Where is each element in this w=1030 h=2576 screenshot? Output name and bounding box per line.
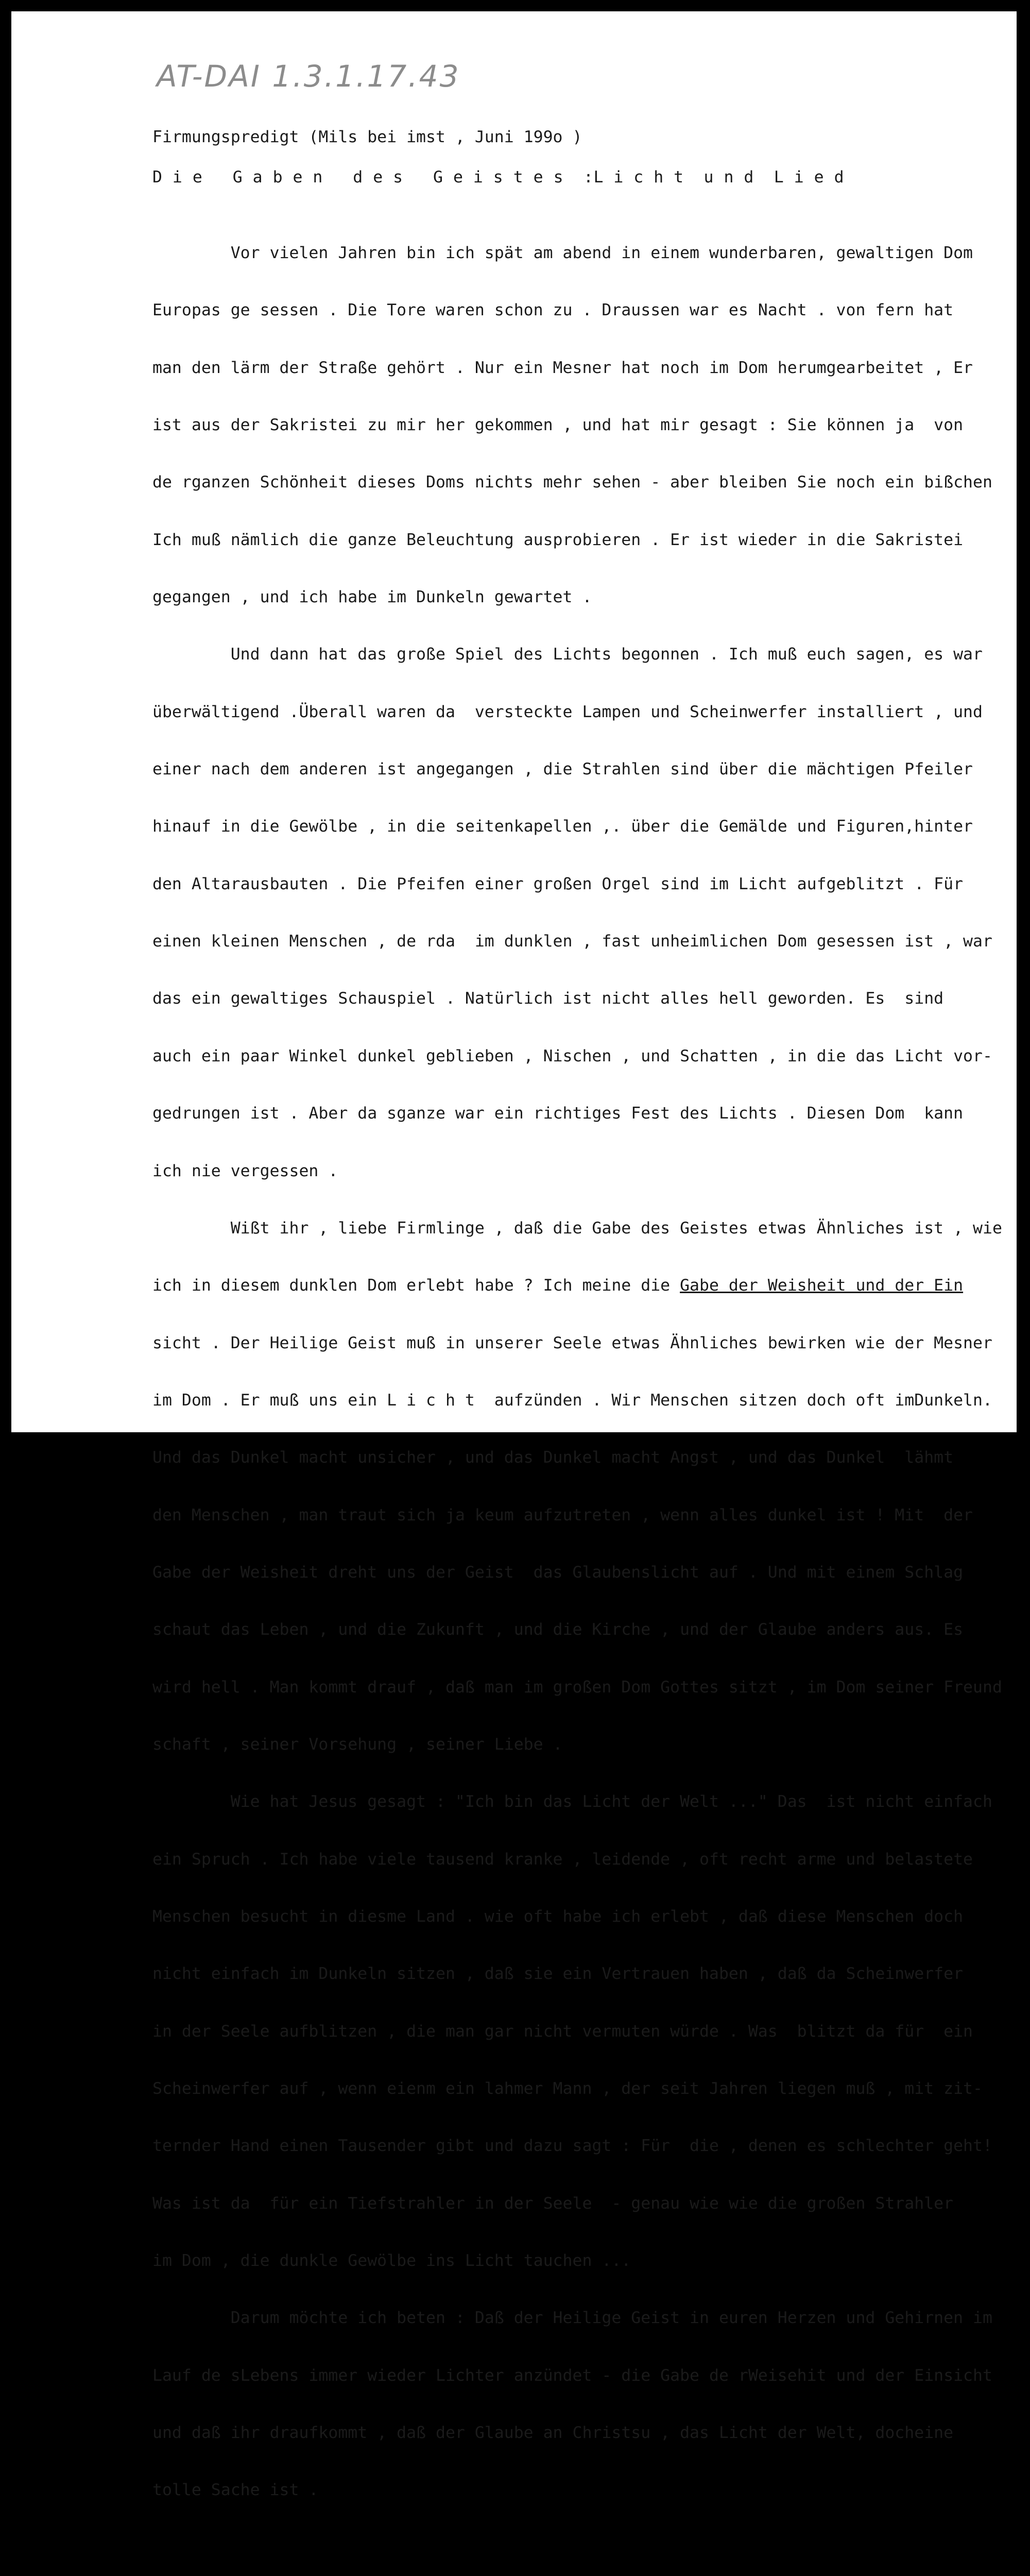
text-line: Scheinwerfer auf , wenn eienm ein lahmer Mann , der seit Jahren liegen muß , mit zit- xyxy=(152,2079,983,2098)
text-line: Gabe der Weisheit dreht uns der Geist das Glaubenslicht auf . Und mit einem Schlag xyxy=(152,1563,964,1582)
text-line: tolle Sache ist . xyxy=(152,2481,319,2500)
sermon-theme: D i e G a b e n d e s G e i s t e s :L i c h t u n d L i e d xyxy=(152,168,845,187)
sermon-title: Firmungspredigt (Mils bei imst , Juni 199o ) xyxy=(152,128,582,146)
text-line-with-underline xyxy=(152,1276,1012,1296)
text-line: Lauf de sLebens immer wieder Lichter anzündet - die Gabe de rWeisehit und der Einsicht xyxy=(152,2366,992,2385)
text-line: den Altarausbauten . Die Pfeifen einer großen Orgel sind im Licht aufgeblitzt . Für xyxy=(152,874,964,893)
archive-signature: AT-DAI 1.3.1.17.43 xyxy=(157,59,460,94)
text-line: Was ist da für ein Tiefstrahler in der Seele - genau wie wie die großen Strahler xyxy=(152,2194,954,2213)
text-line: Vor vielen Jahren bin ich spät am abend in einem wunderbaren, gewaltigen Dom xyxy=(152,244,973,262)
blank-line xyxy=(152,2538,1012,2558)
text-line: das ein gewaltiges Schauspiel . Natürlich ist nicht alles hell geworden. Es sind xyxy=(152,989,944,1008)
text-line: man den lärm der Straße gehört . Nur ein Mesner hat noch im Dom herumgearbeitet , Er xyxy=(152,358,973,377)
underlined-phrase: Gabe der Weisheit und der Ein xyxy=(680,1276,964,1295)
text-line: Und dann hat das große Spiel des Lichts begonnen . Ich muß euch sagen, es war xyxy=(152,645,983,664)
text-line: Und das Dunkel macht unsicher , und das Dunkel macht Angst , und das Dunkel lähmt xyxy=(152,1448,954,1467)
text-line: einer nach dem anderen ist angegangen , die Strahlen sind über die mächtigen Pfeiler xyxy=(152,760,973,779)
text-line: ich nie vergessen . xyxy=(152,1161,338,1180)
text-line: gegangen , und ich habe im Dunkeln gewartet . xyxy=(152,588,592,607)
document-page xyxy=(11,11,1017,2500)
text-line: im Dom , die dunkle Gewölbe ins Licht tauchen ... xyxy=(152,2251,631,2270)
text-line: auch ein paar Winkel dunkel geblieben , Nischen , und Schatten , in die das Licht vor- xyxy=(152,1046,992,1065)
text-line: Darum möchte ich beten : Daß der Heilige Geist in euren Herzen und Gehirnen im xyxy=(152,2309,992,2328)
text-line: überwältigend .Überall waren da versteckte Lampen und Scheinwerfer installiert , und xyxy=(152,702,983,721)
text-line: nicht einfach im Dunkeln sitzen , daß sie ein Vertrauen haben , daß da Scheinwerfer xyxy=(152,1964,964,1984)
text-line: Menschen besucht in diesme Land . wie oft habe ich erlebt , daß diese Menschen doch xyxy=(152,1907,964,1926)
text-line: Ich muß nämlich die ganze Beleuchtung ausprobieren . Er ist wieder in die Sakristei xyxy=(152,530,964,549)
text-line: im Dom . Er muß uns ein L i c h t aufzünden . Wir Menschen sitzen doch oft imDunkeln. xyxy=(152,1391,992,1410)
text-line: hinauf in die Gewölbe , in die seitenkapellen ,. über die Gemälde und Figuren,hinter xyxy=(152,817,973,836)
text-line: wird hell . Man kommt drauf , daß man im großen Dom Gottes sitzt , im Dom seiner Freund xyxy=(152,1677,1002,1697)
text-run: ich in diesem dunklen Dom erlebt habe ? Ich meine die xyxy=(152,1276,680,1295)
text-line: einen kleinen Menschen , de rda im dunklen , fast unheimlichen Dom gesessen ist , war xyxy=(152,932,992,951)
sermon-body xyxy=(152,206,1012,2576)
text-line: de rganzen Schönheit dieses Doms nichts mehr sehen - aber bleiben Sie noch ein bißchen xyxy=(152,473,992,492)
text-line: schaut das Leben , und die Zukunft , und die Kirche , und der Glaube anders aus. Es xyxy=(152,1620,964,1639)
text-line: und daß ihr draufkommt , daß der Glaube an Christsu , das Licht der Welt, docheine xyxy=(152,2424,954,2443)
text-line: Wie hat Jesus gesagt : "Ich bin das Licht der Welt ..." Das ist nicht einfach xyxy=(152,1792,992,1811)
text-line: den Menschen , man traut sich ja keum aufzutreten , wenn alles dunkel ist ! Mit der xyxy=(152,1505,973,1524)
text-line: schaft , seiner Vorsehung , seiner Liebe . xyxy=(152,1735,563,1754)
text-line: ternder Hand einen Tausender gibt und dazu sagt : Für die , denen es schlechter geht! xyxy=(152,2137,992,2156)
text-line: gedrungen ist . Aber da sganze war ein richtiges Fest des Lichts . Diesen Dom kann xyxy=(152,1104,964,1123)
text-line: sicht . Der Heilige Geist muß in unserer Seele etwas Ähnliches bewirken wie der Mesner xyxy=(152,1333,992,1352)
text-line: Europas ge sessen . Die Tore waren schon zu . Draussen war es Nacht . von fern hat xyxy=(152,301,954,320)
text-line: ein Spruch . Ich habe viele tausend kranke , leidende , oft recht arme und belastete xyxy=(152,1850,973,1869)
text-line: in der Seele aufblitzen , die man gar nicht vermuten würde . Was blitzt da für ein xyxy=(152,2022,973,2041)
text-line: ist aus der Sakristei zu mir her gekommen , und hat mir gesagt : Sie können ja von xyxy=(152,416,964,435)
text-line: Wißt ihr , liebe Firmlinge , daß die Gabe des Geistes etwas Ähnliches ist , wie xyxy=(152,1218,1002,1238)
